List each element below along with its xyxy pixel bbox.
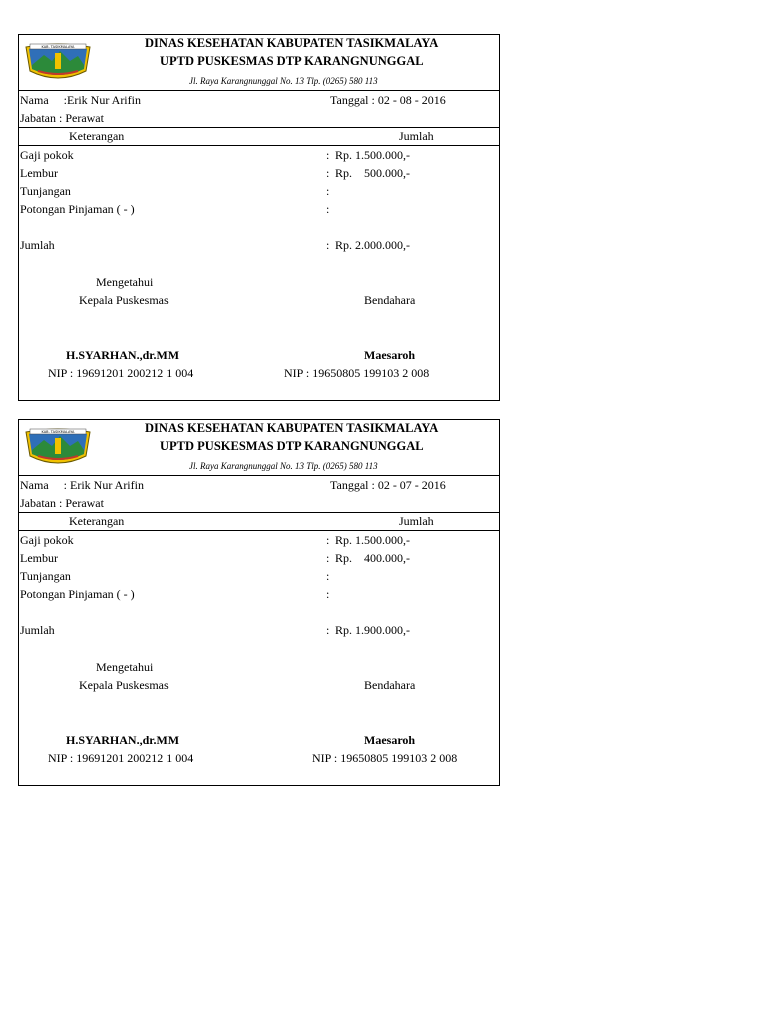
total-label: Jumlah: [20, 623, 55, 637]
header-unit: UPTD PUSKESMAS DTP KARANGNUNGGAL: [160, 439, 424, 453]
column-header-description: Keterangan: [69, 514, 125, 528]
item-separator: :: [326, 202, 330, 216]
header-org: DINAS KESEHATAN KABUPATEN TASIKMALAYA: [145, 421, 439, 435]
total-value: Rp. 1.900.000,-: [335, 623, 410, 637]
item-label-allowance: Tunjangan: [20, 184, 71, 198]
divider: [19, 90, 499, 91]
header-unit: UPTD PUSKESMAS DTP KARANGNUNGGAL: [160, 54, 424, 68]
nip-treasurer: NIP : 19650805 199103 2 008: [312, 751, 458, 765]
salary-slip-august: [18, 34, 500, 401]
total-label: Jumlah: [20, 238, 55, 252]
item-label-loan-deduction: Potongan Pinjaman ( - ): [20, 587, 135, 601]
sign-acknowledged: Mengetahui: [96, 275, 154, 289]
item-value-overtime: Rp. 400.000,-: [335, 551, 410, 565]
item-value-basic-salary: Rp. 1.500.000,-: [335, 533, 410, 547]
divider: [19, 530, 499, 531]
kabupaten-tasikmalaya-emblem-icon: [24, 426, 92, 468]
total-separator: :: [326, 623, 330, 637]
column-header-description: Keterangan: [69, 129, 125, 143]
salary-slip-july: [18, 419, 500, 786]
total-value: Rp. 2.000.000,-: [335, 238, 410, 252]
item-label-basic-salary: Gaji pokok: [20, 533, 74, 547]
slip-date: Tanggal : 02 - 08 - 2016: [330, 93, 446, 107]
item-value-basic-salary: Rp. 1.500.000,-: [335, 148, 410, 162]
sign-head-name: H.SYARHAN.,dr.MM: [66, 348, 180, 362]
item-separator: :: [326, 551, 330, 565]
sign-treasurer-name: Maesaroh: [364, 733, 416, 747]
employee-name: Nama :Erik Nur Arifin: [20, 93, 141, 107]
item-label-overtime: Lembur: [20, 551, 58, 565]
header-address: Jl. Raya Karangnunggal No. 13 Tlp. (0265) 580 113: [189, 76, 378, 86]
total-separator: :: [326, 238, 330, 252]
sign-head-role: Kepala Puskesmas: [79, 293, 169, 307]
item-value-overtime: Rp. 500.000,-: [335, 166, 410, 180]
item-separator: :: [326, 184, 330, 198]
item-separator: :: [326, 148, 330, 162]
employee-name: Nama : Erik Nur Arifin: [20, 478, 144, 492]
item-label-overtime: Lembur: [20, 166, 58, 180]
header-address: Jl. Raya Karangnunggal No. 13 Tlp. (0265) 580 113: [189, 461, 378, 471]
emblem-banner-text: KAB. TASIKMALAYA: [41, 45, 75, 49]
sign-acknowledged: Mengetahui: [96, 660, 154, 674]
sign-treasurer-role: Bendahara: [364, 293, 416, 307]
sign-treasurer-role: Bendahara: [364, 678, 416, 692]
column-header-amount: Jumlah: [399, 514, 434, 528]
kabupaten-tasikmalaya-emblem-icon: [24, 41, 92, 83]
header-org: DINAS KESEHATAN KABUPATEN TASIKMALAYA: [145, 36, 439, 50]
emblem-banner-text: KAB. TASIKMALAYA: [41, 430, 75, 434]
sign-head-name: H.SYARHAN.,dr.MM: [66, 733, 180, 747]
item-separator: :: [326, 569, 330, 583]
item-separator: :: [326, 533, 330, 547]
nip-head: NIP : 19691201 200212 1 004: [48, 366, 194, 380]
employee-position: Jabatan : Perawat: [20, 496, 104, 510]
nip-treasurer: NIP : 19650805 199103 2 008: [284, 366, 430, 380]
employee-position: Jabatan : Perawat: [20, 111, 104, 125]
divider: [19, 145, 499, 146]
item-label-basic-salary: Gaji pokok: [20, 148, 74, 162]
item-label-loan-deduction: Potongan Pinjaman ( - ): [20, 202, 135, 216]
sign-treasurer-name: Maesaroh: [364, 348, 416, 362]
divider: [19, 127, 499, 128]
divider: [19, 512, 499, 513]
sign-head-role: Kepala Puskesmas: [79, 678, 169, 692]
nip-head: NIP : 19691201 200212 1 004: [48, 751, 194, 765]
divider: [19, 475, 499, 476]
column-header-amount: Jumlah: [399, 129, 434, 143]
item-separator: :: [326, 166, 330, 180]
item-separator: :: [326, 587, 330, 601]
slip-date: Tanggal : 02 - 07 - 2016: [330, 478, 446, 492]
item-label-allowance: Tunjangan: [20, 569, 71, 583]
